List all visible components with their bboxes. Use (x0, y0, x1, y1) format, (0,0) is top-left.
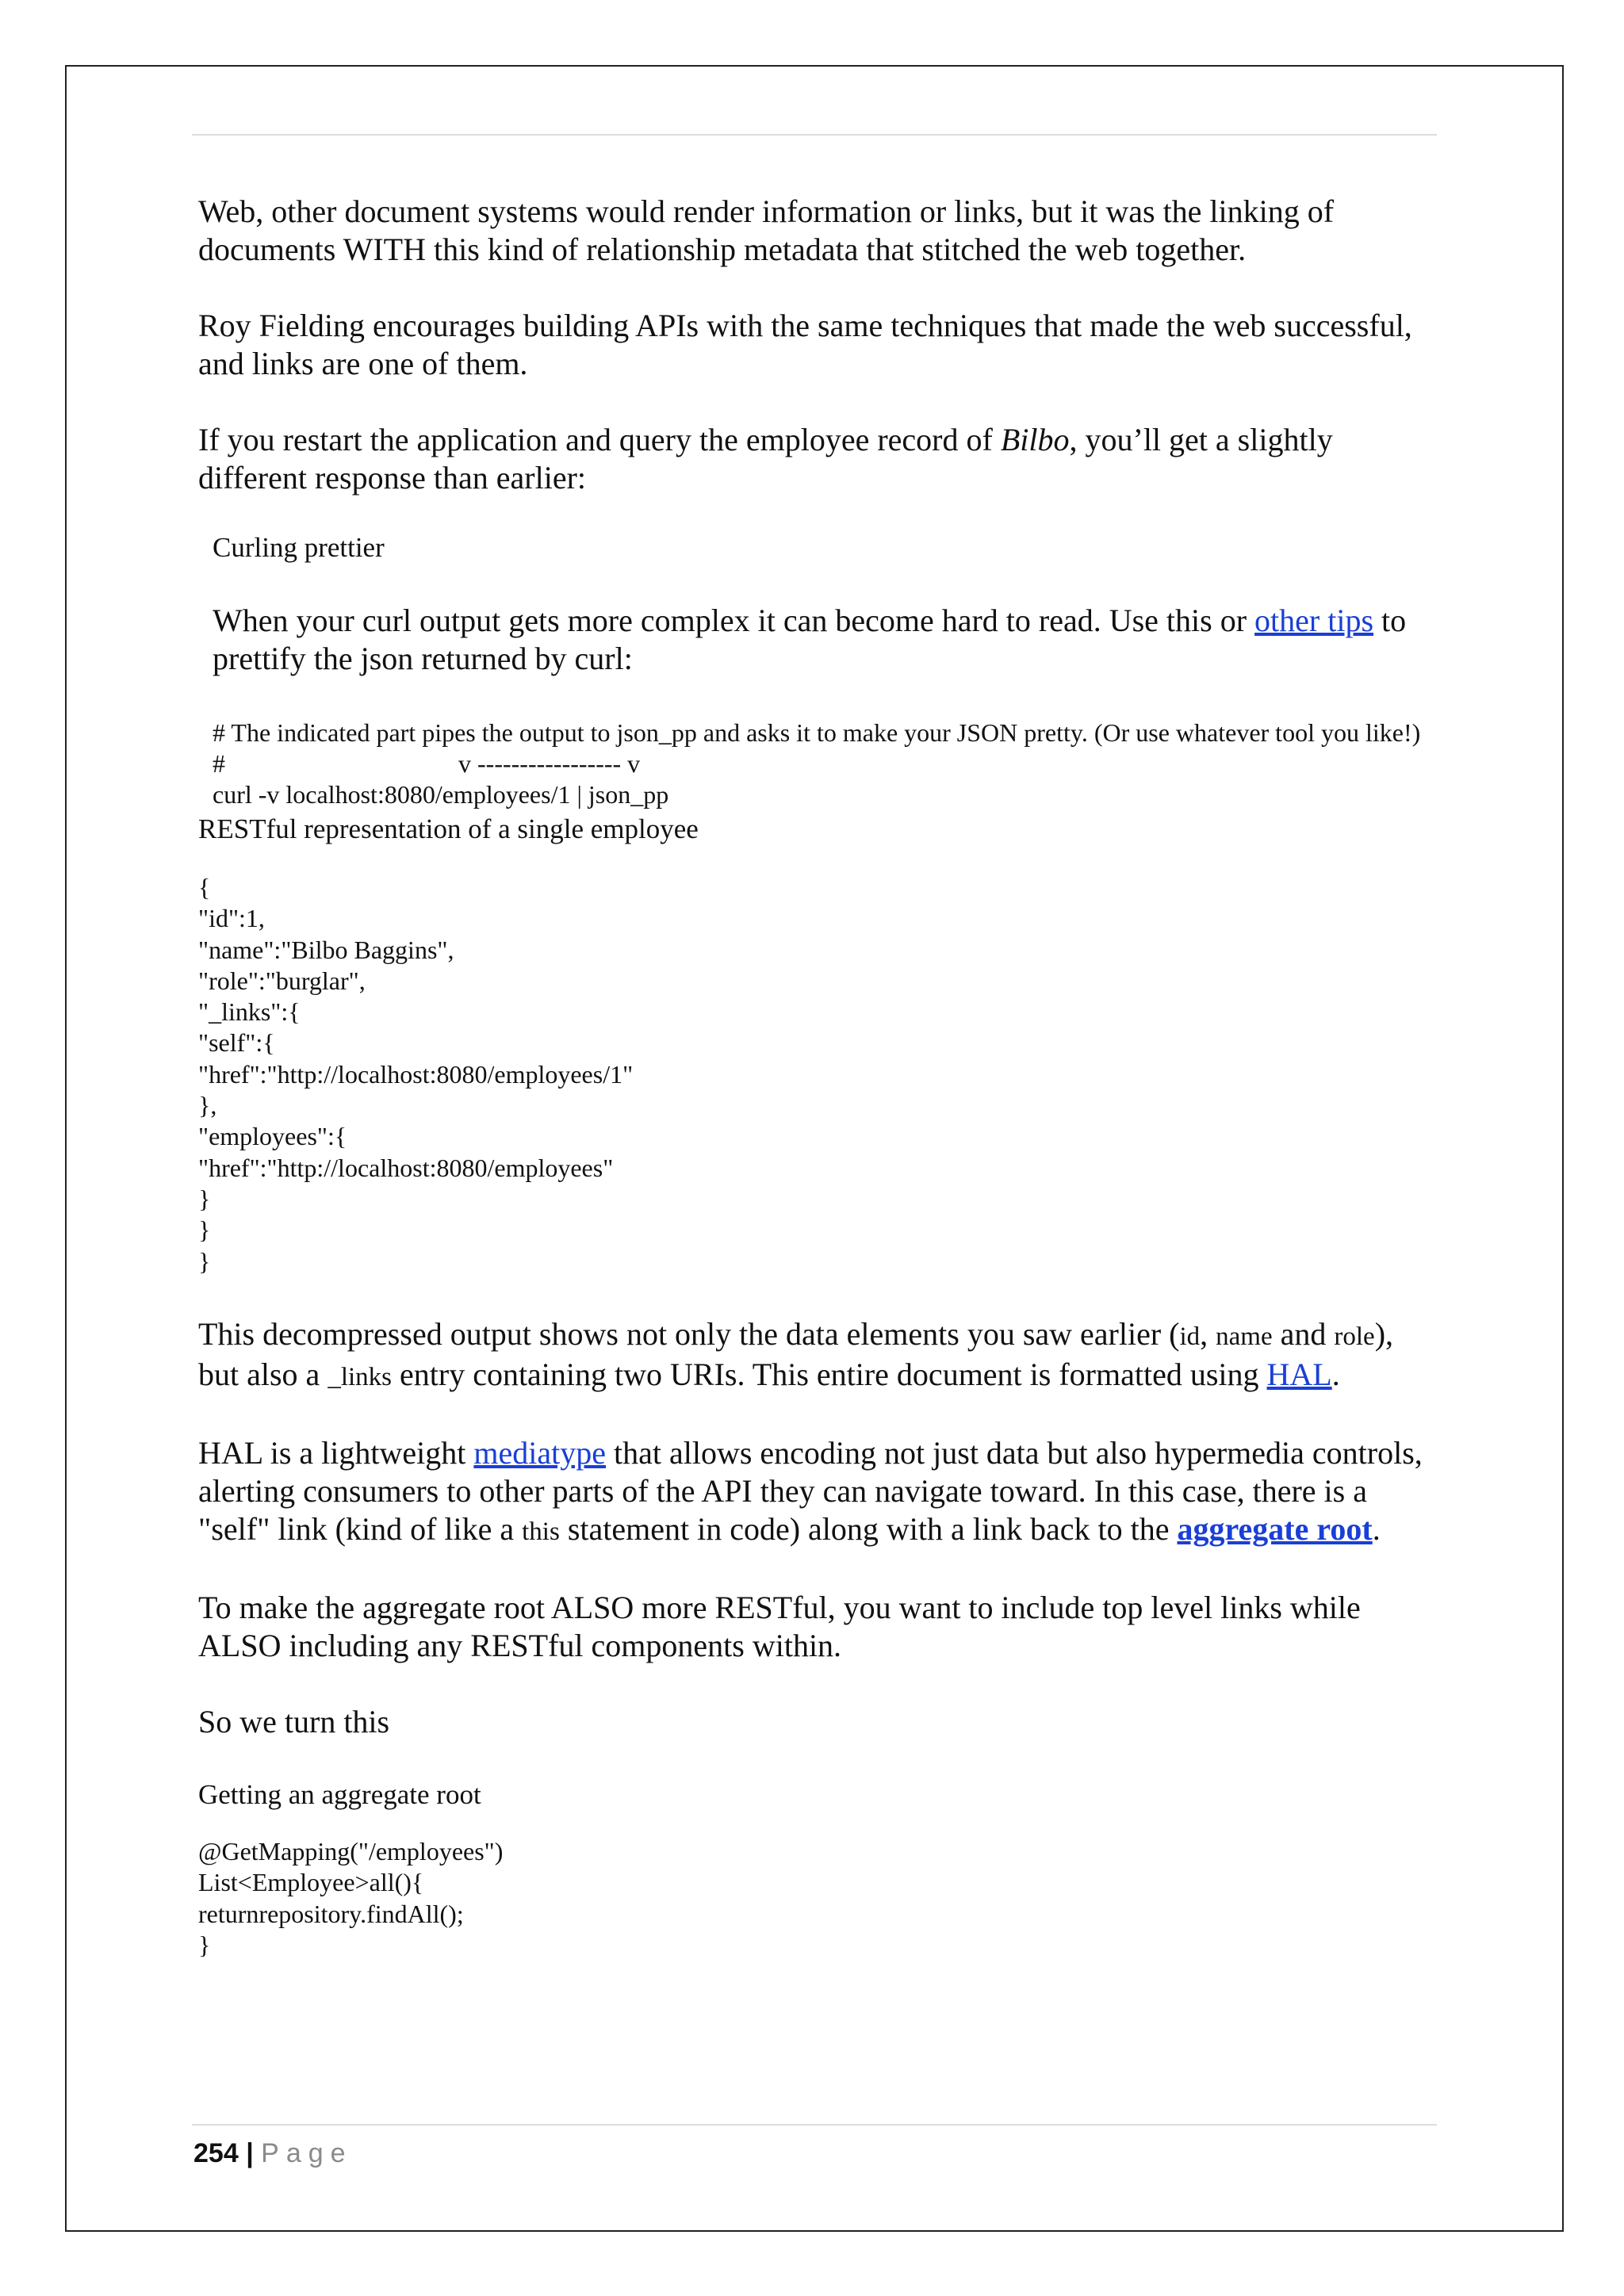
tip-box-text (213, 602, 1435, 678)
json-line: }, (198, 1091, 217, 1120)
tip-box-code (213, 718, 1435, 810)
paragraph-web-links: Web, other document systems would render information or links, but it was the linking of documents WITH this kind of relationship metadata that stitched the web together. (198, 193, 1335, 267)
p4-text: . (1331, 1356, 1340, 1392)
inline-code-role: role (1334, 1322, 1375, 1351)
json-line: "_links":{ (198, 997, 301, 1027)
json-line: "role":"burglar", (198, 966, 366, 995)
p4-text: entry containing two URIs. This entire document is formatted using (392, 1356, 1267, 1392)
footer-rule (192, 2124, 1437, 2126)
code-line: @GetMapping("/employees") (198, 1836, 504, 1866)
paragraph-aggregate-restful: To make the aggregate root ALSO more RESTful, you want to include top level links while ALSO including any RESTful components within. (198, 1589, 1361, 1663)
p4-text: , (1200, 1315, 1216, 1352)
tip-text-end: to prettify the json returned by curl: (213, 603, 1407, 676)
inline-code-links: _links (327, 1362, 392, 1391)
json-line: } (198, 1246, 211, 1276)
code-curl-command: curl -v localhost:8080/employees/1 | json_pp (213, 780, 669, 809)
json-line: "href":"http://localhost:8080/employees" (198, 1153, 614, 1182)
paragraph-decompressed-output (198, 1315, 1435, 1396)
inline-code-id: id (1179, 1322, 1201, 1351)
page-content (198, 193, 1435, 1961)
json-line: { (198, 873, 211, 901)
code-marker-line (213, 748, 1435, 779)
hal-link[interactable]: HAL (1266, 1356, 1332, 1392)
paragraph-restart-text-end: , you’ll get a slightly different response than earlier: (198, 422, 1333, 496)
paragraph-so-we-turn: So we turn this (198, 1703, 390, 1739)
page-footer (193, 2137, 353, 2169)
tip-box-title: Curling prettier (213, 532, 385, 563)
tip-text-start: When your curl output gets more complex it can become hard to read. Use this or (213, 603, 1255, 638)
paragraph-restart-text: If you restart the application and query the employee record of (198, 422, 1001, 457)
json-line: } (198, 1215, 211, 1245)
mediatype-link[interactable]: mediatype (473, 1434, 606, 1471)
p5-text: statement in code) along with a link back to the (559, 1510, 1178, 1547)
p4-text: This decompressed output shows not only the data elements you saw earlier ( (198, 1315, 1180, 1352)
code-line: returnrepository.findAll(); (198, 1899, 464, 1928)
code-comment-line: # The indicated part pipes the output to json_pp and asks it to make your JSON pretty. (Or use whatever tool you like!) (213, 718, 1421, 747)
p5-text: HAL is a lightweight (198, 1434, 474, 1471)
json-line: "name":"Bilbo Baggins", (198, 935, 454, 964)
tip-box (198, 530, 1435, 810)
json-line: } (198, 1184, 211, 1213)
paragraph-restart-app (198, 421, 1435, 497)
inline-code-name: name (1216, 1322, 1273, 1351)
paragraph-hal-description (198, 1434, 1435, 1551)
p5-text: that allows encoding not just data but also hypermedia controls, alerting consumers to other parts of the API they can navigate toward. In this case, there is a "self" link (kind of like a (198, 1434, 1423, 1547)
code-hash: # (213, 749, 225, 778)
inline-code-this: this (522, 1517, 560, 1546)
code-line: } (198, 1931, 211, 1960)
p5-text: . (1372, 1510, 1381, 1547)
header-rule (192, 134, 1437, 136)
bilbo-emphasis: Bilbo (1000, 422, 1070, 457)
code-marker: v ----------------- v (458, 749, 641, 778)
json-caption: RESTful representation of a single employee (198, 813, 699, 844)
code-caption: Getting an aggregate root (198, 1778, 481, 1810)
footer-separator: | (246, 2138, 254, 2168)
code-line: List<Employee>all(){ (198, 1868, 424, 1897)
p4-text: ), but also a (198, 1315, 1394, 1392)
code-listing (198, 1836, 1435, 1961)
page-number: 254 (193, 2138, 239, 2168)
json-line: "employees":{ (198, 1122, 347, 1151)
json-listing (198, 872, 1435, 1277)
json-line: "href":"http://localhost:8080/employees/1" (198, 1059, 634, 1089)
p4-text: and (1272, 1315, 1335, 1352)
json-line: "id":1, (198, 904, 265, 933)
footer-page-label: Page (261, 2138, 353, 2168)
json-line: "self":{ (198, 1028, 275, 1058)
other-tips-link[interactable]: other tips (1254, 603, 1374, 638)
aggregate-root-link[interactable]: aggregate root (1177, 1510, 1373, 1547)
paragraph-roy-fielding: Roy Fielding encourages building APIs with the same techniques that made the web successful, and links are one of them. (198, 308, 1412, 381)
